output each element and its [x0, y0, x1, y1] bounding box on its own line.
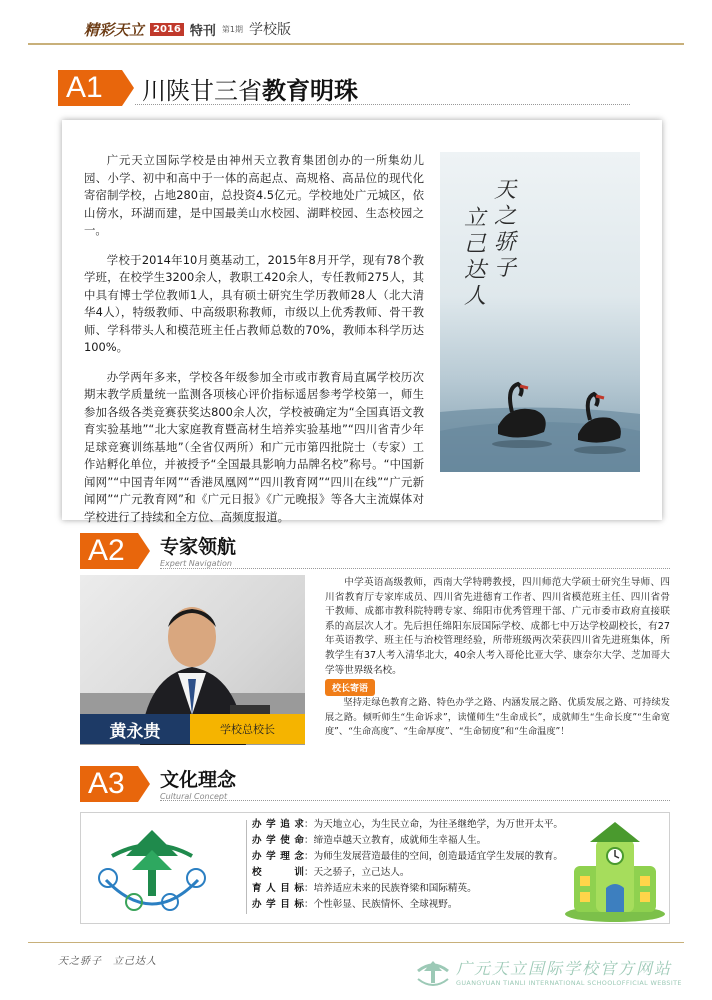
swans-illustration: [440, 152, 640, 472]
section-a2-tag: A2: [80, 533, 138, 569]
principal-name: 黄永贵: [80, 714, 190, 744]
principal-motto: 坚持走绿色教育之路、特色办学之路、内涵发展之路、优质发展之路、可持续发展之路。倾听师生“生命诉求”，读懂师生“生命成长”，成就师生“生命长度”“生命宽度”、“生命高度”、“生命厚度”、“生命韧度”和“生命温度”！: [325, 697, 670, 738]
section-a1-tag: A1: [58, 70, 122, 106]
culture-item: [252, 849, 564, 865]
principal-name-bar: [80, 714, 305, 744]
culture-item-label: 办学目标: [252, 899, 304, 910]
culture-item-label: 办学追求: [252, 819, 304, 830]
culture-item-value: ：培养适应未来的民族脊梁和国际精英。: [304, 883, 477, 894]
footer-brand-en: GUANGYUAN TIANLI INTERNATIONAL SCHOOLOFFICIAL WEBSITE: [456, 979, 682, 987]
calligraphy-line-1: 天之骄子: [494, 178, 517, 281]
footer-motto: 天之骄子 立己达人: [58, 956, 157, 967]
culture-item-value: ：个性彰显、民族情怀、全球视野。: [304, 899, 458, 910]
culture-item-label: 育人目标: [252, 883, 304, 894]
culture-item: [252, 833, 552, 849]
section-a2-subtitle: Expert Navigation: [160, 559, 232, 568]
swans-photo: [440, 152, 640, 472]
culture-divider: [246, 820, 247, 914]
footer-logo-icon: [414, 955, 452, 989]
footer-logo: [414, 955, 452, 989]
section-a3-title: 文化理念: [160, 769, 237, 791]
intro-text: [84, 152, 424, 538]
section-a2-heading: [80, 533, 236, 569]
culture-item-value: ：为天地立心，为生民立命，为往圣继绝学，为万世开太平。: [304, 819, 564, 830]
culture-item: [252, 881, 552, 897]
section-a1-heading: [58, 70, 358, 106]
principal-motto-tag: 校长寄语: [325, 679, 375, 696]
school-building-illustration: [560, 816, 670, 924]
header-brand: 精彩天立: [84, 20, 145, 39]
culture-item-label: 办学使命: [252, 835, 304, 846]
principal-bio: 中学英语高级教师，西南大学特聘教授，四川师范大学硕士研究生导师、四川省教育厅专家库成员、四川省先进德育工作者、四川省模范班主任、四川省骨干教师、成都市教科院特聘专家、绵阳市优秀管理干部、广元市委市政府直接联系的高层次人才。先后担任绵阳东辰国际学校、成都七中万达学校副校长，有27年英语教学、班主任与治校管理经验，所带班级两次荣获四川省先进班集体，所教学生有37人考入清华北大，40余人考入哥伦比亚大学、康奈尔大学、芝加哥大学等世界级名校。: [325, 577, 670, 676]
header-issue: 第1期: [221, 24, 243, 34]
intro-paragraph: 广元天立国际学校是由神州天立教育集团创办的一所集幼儿园、小学、初中和高中于一体的高起点、高规格、高品位的现代化寄宿制学校，占地280亩，总投资4.5亿元。学校地处广元城区，依山傍水，环湖而建，是中国最美山水校园、湖畔校园、生态校园之一。: [84, 153, 424, 237]
page-header: [84, 16, 291, 42]
calligraphy-line-2: 立己达人: [464, 206, 487, 309]
culture-item-value: ：缔造卓越天立教育，成就师生幸福人生。: [304, 835, 487, 846]
header-year: 2016: [150, 23, 184, 36]
culture-list: [252, 817, 564, 913]
intro-paragraph: 办学两年多来，学校各年级参加全市或市教育局直属学校历次期末教学质量统一监测各项核心评价指标遥居参考学校第一，师生参加各级各类竞赛获奖达800余人次，学校被确定为“全国真语文教育实验基地”“北大家庭教育暨高材生培养实验基地”“四川省青少年足球竞赛训练基地”（全省仅两所）和广元市第四批院士（专家）工作站孵化单位，并被授予“全国最具影响力品牌名校”称号。“中国新闻网”“中国青年网”“香港凤凰网”“四川教育网”“四川在线”“广元新闻网”“广元教育网”和《广元日报》《广元晚报》等各大主流媒体对学校进行了持续和全方位、高频度报道。: [84, 369, 424, 524]
section-a1-rule: [135, 104, 630, 105]
principal-role: 学校总校长: [190, 714, 305, 744]
header-edition: 学校版: [248, 22, 291, 38]
header-special: 特刊: [189, 23, 216, 39]
culture-item-label: 校训: [252, 867, 304, 878]
school-emblem: [92, 816, 212, 920]
section-a1-title: [142, 76, 358, 106]
culture-item-value: ：天之骄子，立己达人。: [304, 867, 410, 878]
section-a3-heading: [80, 766, 236, 802]
section-a2-rule: [160, 568, 670, 569]
culture-item: [252, 865, 552, 881]
school-building-icon: [560, 816, 670, 924]
footer-rule: [28, 942, 684, 943]
culture-item: [252, 897, 552, 913]
section-a1-title-bold: 教育明珠: [262, 77, 358, 105]
culture-item-value: ：为师生发展营造最佳的空间，创造最适宜学生发展的教育。: [304, 851, 564, 862]
footer-brand: 广元天立国际学校官方网站: [456, 959, 673, 978]
section-a3-rule: [160, 800, 670, 801]
section-a3-subtitle: Cultural Concept: [160, 792, 228, 801]
header-rule: [28, 43, 684, 45]
section-a3-tag: A3: [80, 766, 138, 802]
section-a1-title-plain: 川陕甘三省: [142, 77, 262, 105]
culture-item-label: 办学理念: [252, 851, 304, 862]
school-emblem-icon: [92, 816, 212, 920]
culture-item: [252, 817, 564, 833]
intro-paragraph: 学校于2014年10月奠基动工，2015年8月开学，现有78个教学班，在校学生3200余人，教职工420余人，专任教师275人，其中具有博士学位教师1人，具有硕士研究生学历教师28人（北大清华4人），特级教师、中高级职称教师，市级以上优秀教师、骨干教师、学科带头人和模范班主任占教师总数的70%，教师本科学历达100%。: [84, 252, 424, 354]
section-a2-title: 专家领航: [160, 536, 237, 558]
